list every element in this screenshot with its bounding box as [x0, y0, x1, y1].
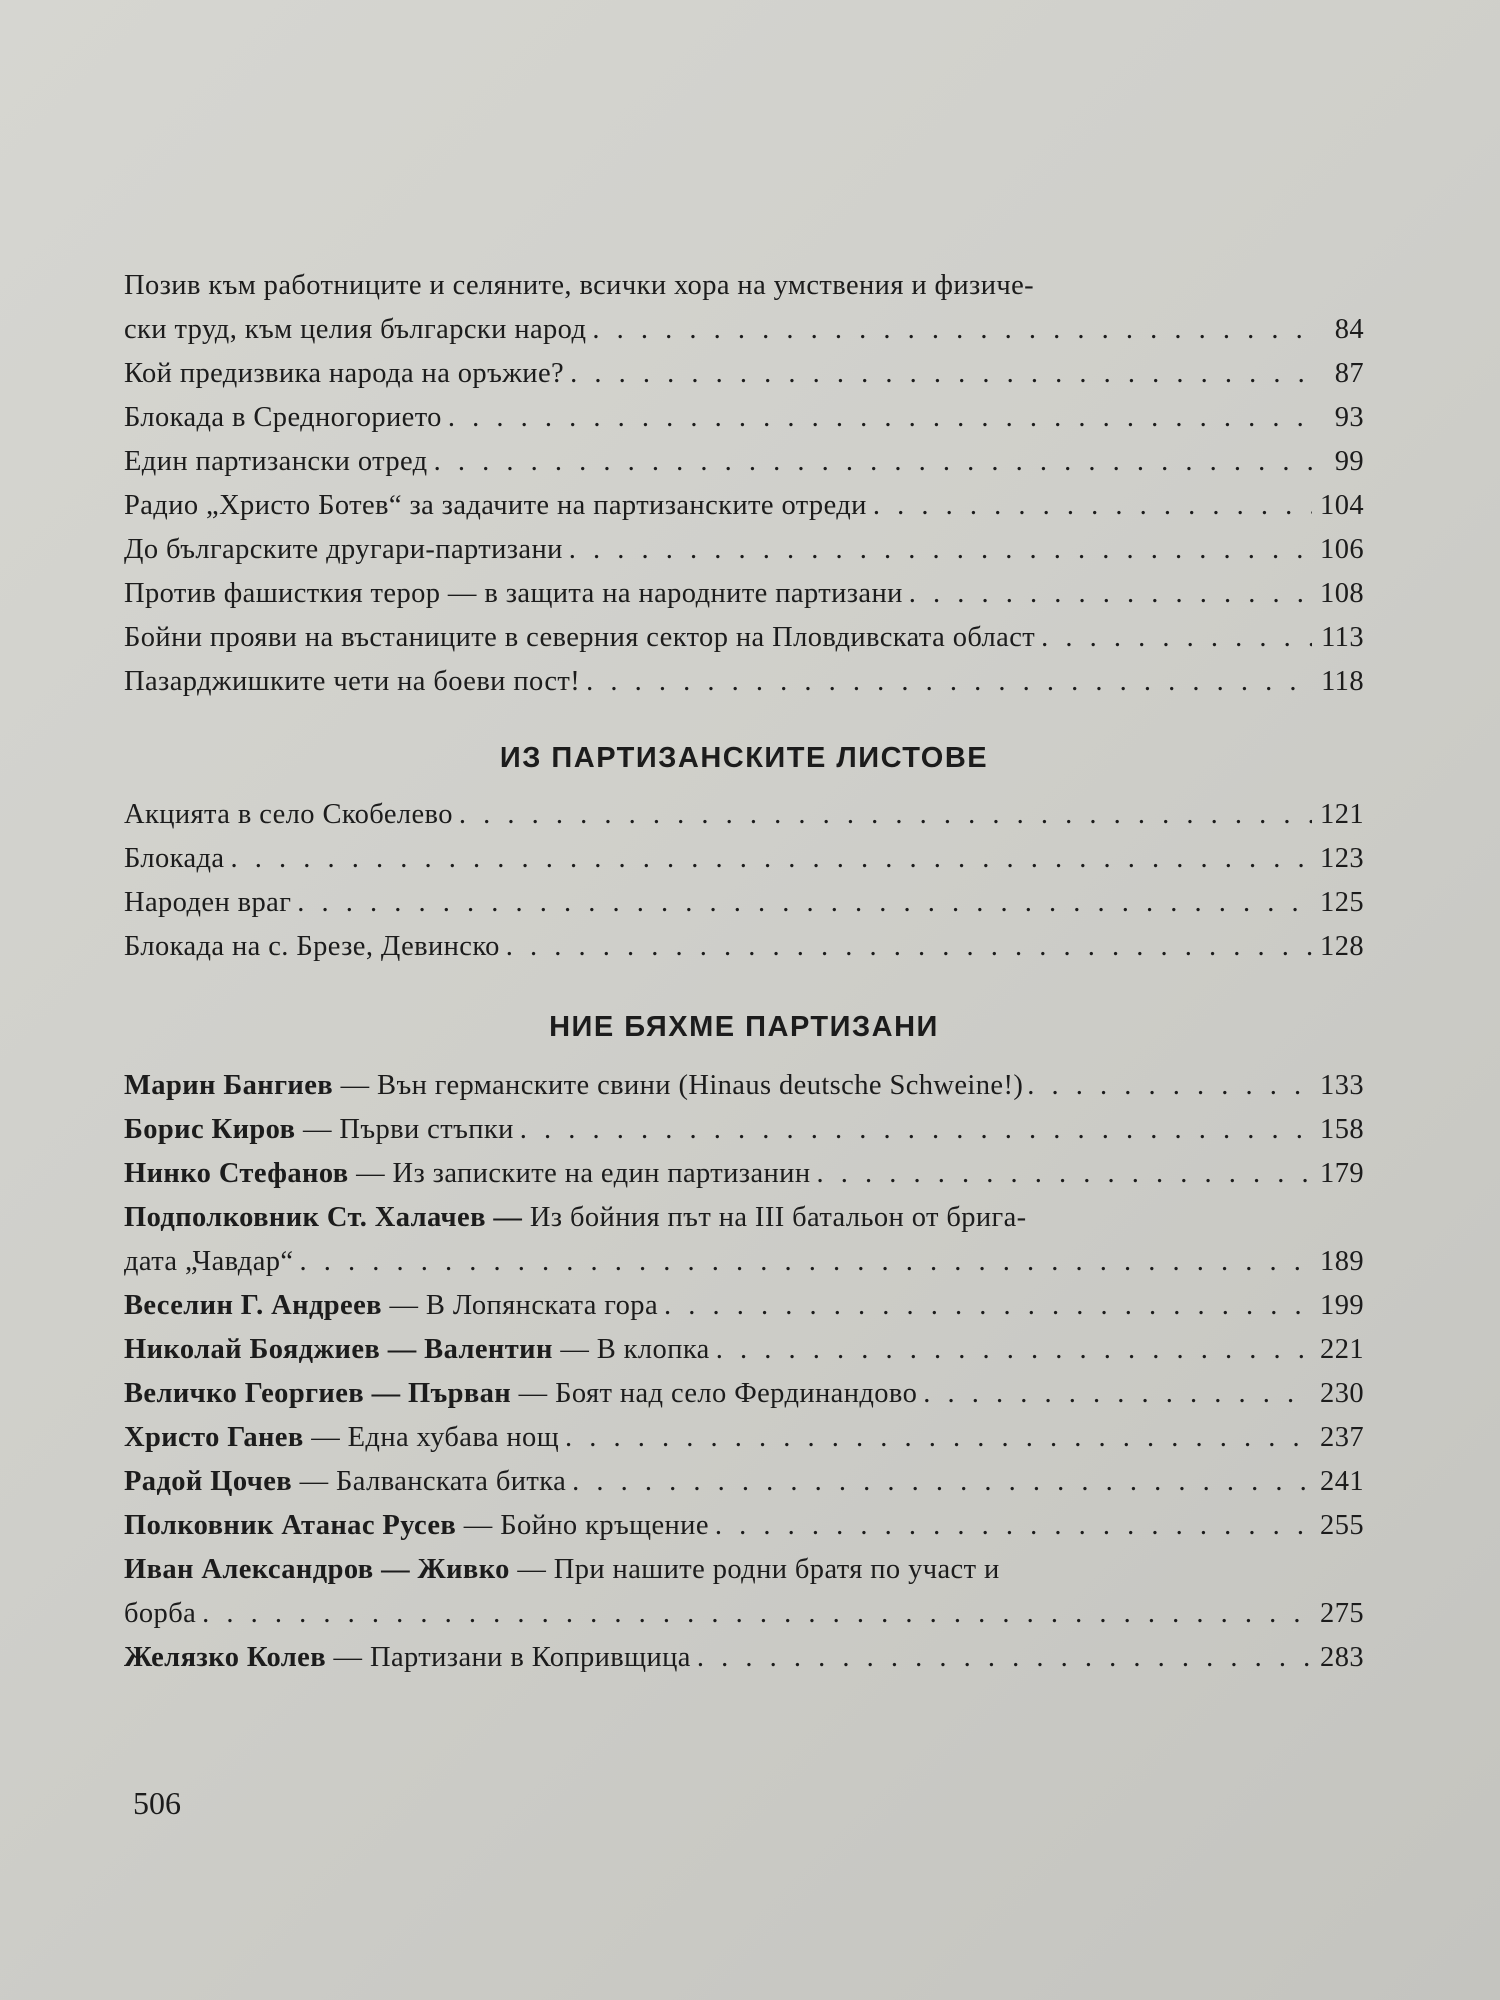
dot-leader — [586, 660, 1312, 704]
entry-page-number: 255 — [1320, 1510, 1364, 1541]
entry-title: Против фашисткия терор — в защита на народните партизани — [124, 578, 903, 609]
entry-author: Желязко Колев — [124, 1642, 327, 1673]
toc-section-documents — [124, 264, 1364, 704]
dot-leader — [716, 1328, 1312, 1372]
dot-leader — [570, 352, 1312, 396]
entry-title: Един партизански отред — [124, 446, 428, 477]
entry-page-number: 241 — [1320, 1466, 1364, 1497]
toc-section-leaflets — [124, 793, 1364, 969]
dot-leader — [520, 1108, 1312, 1152]
entry-title: Бойни прояви на въстаниците в северния сектор на Пловдивската област — [124, 622, 1036, 653]
entry-title: — В Лопянската гора — [389, 1290, 659, 1321]
entry-author: Иван Александров — Живко — [124, 1554, 510, 1585]
entry-title: — Из записките на един партизанин — [356, 1158, 811, 1189]
entry-title: Пазарджишките чети на боеви пост! — [124, 666, 581, 697]
entry-page-number: 84 — [1334, 314, 1364, 345]
entry-title: Радио „Христо Ботев“ за задачите на партизанските отреди — [124, 490, 867, 521]
dot-leader — [434, 440, 1312, 484]
dot-leader — [297, 881, 1312, 925]
entry-title-line-2: борба — [124, 1598, 197, 1629]
entry-page-number: 108 — [1320, 578, 1364, 609]
entry-page-number: 123 — [1320, 843, 1364, 874]
entry-title: — Партизани в Копривщица — [333, 1642, 691, 1673]
entry-title-line-2: дата „Чавдар“ — [124, 1246, 294, 1277]
toc-entry — [124, 352, 1364, 396]
toc-entry — [124, 1372, 1364, 1416]
dot-leader — [569, 528, 1312, 572]
toc-entry — [124, 528, 1364, 572]
dot-leader — [664, 1284, 1312, 1328]
toc-entry — [124, 616, 1364, 660]
toc-entry — [124, 1328, 1364, 1372]
entry-author: Величко Георгиев — Първан — [124, 1378, 512, 1409]
dot-leader — [448, 396, 1312, 440]
section-heading: ИЗ ПАРТИЗАНСКИТЕ ЛИСТОВЕ — [499, 742, 989, 774]
entry-author: Марин Бангиев — [124, 1070, 334, 1101]
entry-title: — Една хубава нощ — [311, 1422, 560, 1453]
entry-title: Народен враг — [124, 887, 292, 918]
dot-leader — [697, 1636, 1312, 1680]
toc-entry — [124, 1284, 1364, 1328]
dot-leader — [202, 1592, 1312, 1636]
dot-leader — [506, 925, 1312, 969]
entry-page-number: 99 — [1334, 446, 1364, 477]
entry-page-number: 93 — [1334, 402, 1364, 433]
entry-author: Полковник Атанас Русев — [124, 1510, 457, 1541]
entry-author: Подполковник Ст. Халачев — — [124, 1202, 523, 1233]
dot-leader — [816, 1152, 1312, 1196]
entry-title: Блокада в Средногорието — [124, 402, 442, 433]
entry-author: Борис Киров — [124, 1114, 296, 1145]
dot-leader — [873, 484, 1312, 528]
dot-leader — [299, 1240, 1312, 1284]
toc-section-memoirs — [124, 1064, 1364, 1680]
section-heading: НИЕ БЯХМЕ ПАРТИЗАНИ — [549, 1011, 939, 1043]
toc-entry — [124, 1504, 1364, 1548]
entry-author: Христо Ганев — [124, 1422, 304, 1453]
toc-entry — [124, 1152, 1364, 1196]
toc-entry — [124, 264, 1364, 352]
dot-leader — [230, 837, 1312, 881]
entry-page-number: 179 — [1320, 1158, 1364, 1189]
entry-page-number: 113 — [1321, 622, 1364, 653]
entry-page-number: 230 — [1320, 1378, 1364, 1409]
entry-title-line-1: Из бойния път на III батальон от брига- — [529, 1202, 1027, 1233]
toc-entry — [124, 1064, 1364, 1108]
toc-entry — [124, 440, 1364, 484]
toc-entry — [124, 660, 1364, 704]
dot-leader — [565, 1416, 1312, 1460]
page-number: 506 — [133, 1785, 181, 1821]
toc-entry — [124, 925, 1364, 969]
entry-author: Николай Бояджиев — Валентин — [124, 1334, 553, 1365]
entry-page-number: 121 — [1320, 799, 1364, 830]
toc-entry — [124, 1108, 1364, 1152]
toc-entry — [124, 1636, 1364, 1680]
entry-page-number: 275 — [1320, 1598, 1364, 1629]
entry-page-number: 221 — [1320, 1334, 1364, 1365]
toc-entry — [124, 837, 1364, 881]
entry-title: — Балванската битка — [299, 1466, 567, 1497]
toc-entry — [124, 396, 1364, 440]
entry-author: Нинко Стефанов — [124, 1158, 349, 1189]
entry-author: Радой Цочев — [124, 1466, 293, 1497]
entry-title-line-1: — При нашите родни братя по участ и — [517, 1554, 1000, 1585]
entry-title: Кой предизвика народа на оръжие? — [124, 358, 565, 389]
dot-leader — [1041, 616, 1312, 660]
dot-leader — [715, 1504, 1312, 1548]
toc-entry — [124, 1460, 1364, 1504]
toc-entry — [124, 1548, 1364, 1636]
toc-entry — [124, 1196, 1364, 1284]
dot-leader — [459, 793, 1312, 837]
dot-leader — [1027, 1064, 1314, 1108]
entry-page-number: 125 — [1320, 887, 1364, 918]
entry-page-number: 283 — [1320, 1642, 1364, 1673]
entry-author: Веселин Г. Андреев — [124, 1290, 382, 1321]
entry-page-number: 133 — [1320, 1070, 1364, 1101]
entry-title-line-1: Позив към работниците и селяните, всички хора на умствения и физиче- — [124, 270, 1035, 301]
toc-entry — [124, 881, 1364, 925]
toc-entry — [124, 484, 1364, 528]
toc-entry — [124, 1416, 1364, 1460]
entry-page-number: 189 — [1320, 1246, 1364, 1277]
entry-title: — Боят над село Фердинандово — [518, 1378, 918, 1409]
toc-entry — [124, 572, 1364, 616]
entry-title-line-2: ски труд, към целия български народ — [124, 314, 587, 345]
entry-title: Блокада — [124, 843, 225, 874]
entry-page-number: 237 — [1320, 1422, 1364, 1453]
entry-title: — Първи стъпки — [302, 1114, 514, 1145]
table-of-contents — [124, 264, 1364, 1680]
entry-title: Акцията в село Скобелево — [124, 799, 453, 830]
entry-page-number: 118 — [1321, 666, 1364, 697]
entry-title: — Бойно кръщение — [463, 1510, 709, 1541]
entry-page-number: 128 — [1320, 931, 1364, 962]
entry-title: — В клопка — [560, 1334, 710, 1365]
entry-page-number: 158 — [1320, 1114, 1364, 1145]
dot-leader — [909, 572, 1312, 616]
entry-title: Блокада на с. Брезе, Девинско — [124, 931, 500, 962]
entry-page-number: 199 — [1320, 1290, 1364, 1321]
entry-page-number: 106 — [1320, 534, 1364, 565]
entry-page-number: 87 — [1334, 358, 1364, 389]
dot-leader — [592, 308, 1312, 352]
dot-leader — [572, 1460, 1312, 1504]
toc-entry — [124, 793, 1364, 837]
entry-title: — Вън германските свини (Hinaus deutsche Schweine!) — [340, 1070, 1024, 1101]
entry-title: До българските другари-партизани — [124, 534, 563, 565]
dot-leader — [923, 1372, 1312, 1416]
entry-page-number: 104 — [1320, 490, 1364, 521]
